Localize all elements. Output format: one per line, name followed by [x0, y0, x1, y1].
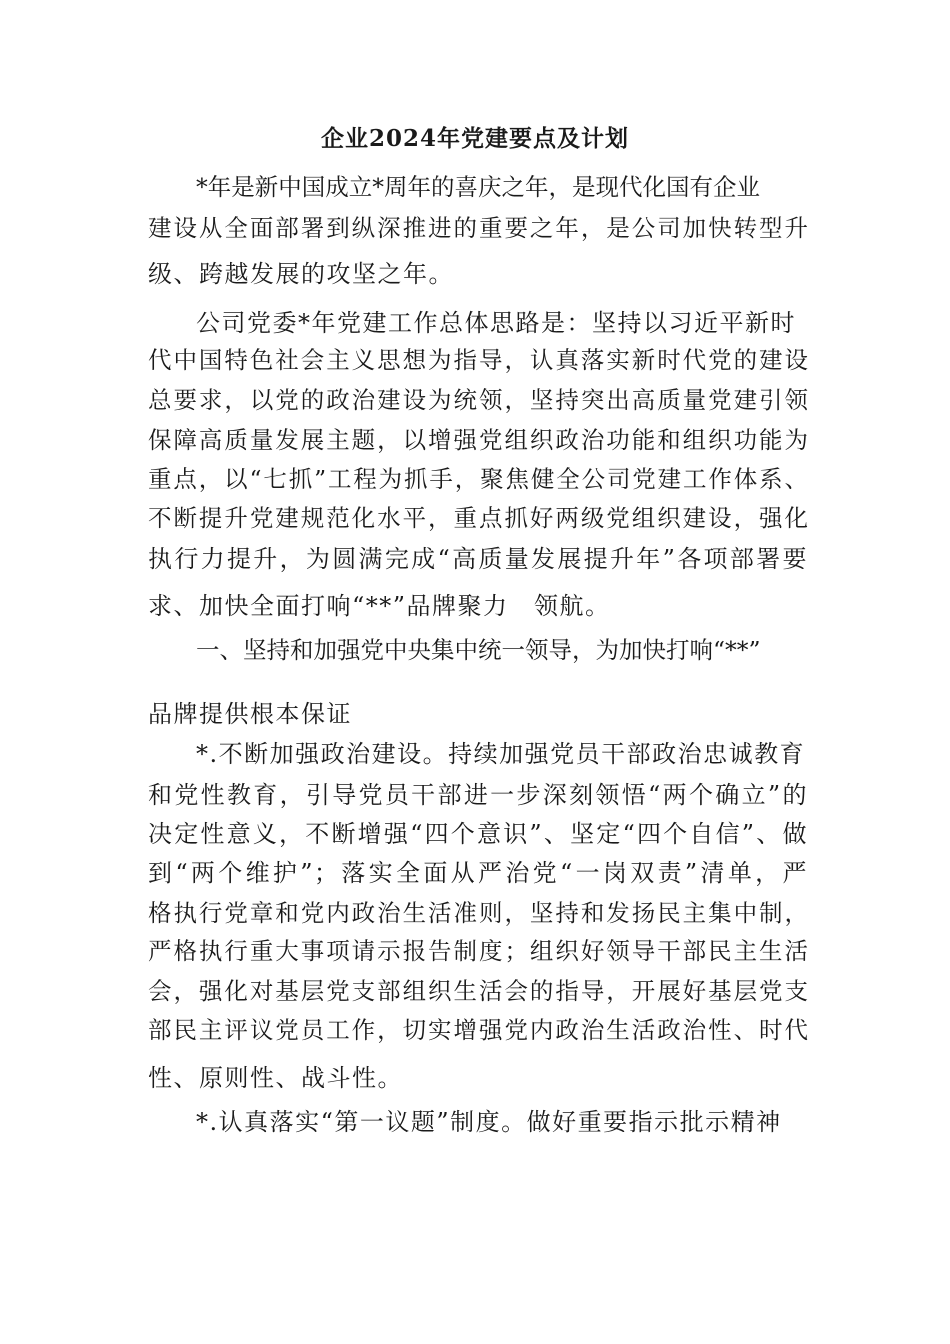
paragraph-line: 会，强化对基层党支部组织生活会的指导，开展好基层党支 [148, 977, 808, 1005]
section-heading-line: 品牌提供根本保证 [148, 700, 352, 728]
paragraph-line: 和党性教育，引导党员干部进一步深刻领悟“两个确立”的 [148, 781, 808, 809]
paragraph-line: 不断提升党建规范化水平，重点抓好两级党组织建设，强化 [148, 504, 808, 532]
paragraph-line: *.不断加强政治建设。持续加强党员干部政治忠诚教育 [196, 740, 806, 768]
paragraph-line: 严格执行重大事项请示报告制度；组织好领导干部民主生活 [148, 937, 808, 965]
paragraph-line: 部民主评议党员工作，切实增强党内政治生活政治性、时代 [148, 1016, 808, 1044]
paragraph-line: 到“两个维护”；落实全面从严治党“一岗双责”清单，严 [148, 859, 808, 887]
paragraph-line: 格执行党章和党内政治生活准则，坚持和发扬民主集中制， [148, 899, 808, 927]
paragraph-line: 求、加快全面打响“**”品牌聚力 领航。 [148, 592, 611, 620]
paragraph-line: 代中国特色社会主义思想为指导，认真落实新时代党的建设 [148, 346, 808, 374]
paragraph-line: 级、跨越发展的攻坚之年。 [148, 260, 454, 288]
paragraph-line: 决定性意义，不断增强“四个意识”、坚定“四个自信”、做 [148, 820, 808, 848]
paragraph-line: 保障高质量发展主题，以增强党组织政治功能和组织功能为 [148, 426, 808, 454]
paragraph-line: 总要求，以党的政治建设为统领，坚持突出高质量党建引领 [148, 386, 808, 414]
paragraph-line: *.认真落实“第一议题”制度。做好重要指示批示精神 [196, 1108, 782, 1136]
paragraph-line: 性、原则性、战斗性。 [148, 1064, 403, 1092]
paragraph-line: 执行力提升，为圆满完成“高质量发展提升年”各项部署要 [148, 545, 808, 573]
paragraph-line: 建设从全面部署到纵深推进的重要之年，是公司加快转型升 [148, 214, 808, 242]
paragraph-line: 重点，以“七抓”工程为抓手，聚焦健全公司党建工作体系、 [148, 465, 808, 493]
paragraph-line: 公司党委*年党建工作总体思路是：坚持以习近平新时 [196, 309, 796, 337]
paragraph-line: *年是新中国成立*周年的喜庆之年，是现代化国有企业 [196, 173, 760, 201]
section-heading-line: 一、坚持和加强党中央集中统一领导，为加快打响“**” [196, 636, 761, 664]
document-title: 企业2024年党建要点及计划 [320, 125, 629, 152]
